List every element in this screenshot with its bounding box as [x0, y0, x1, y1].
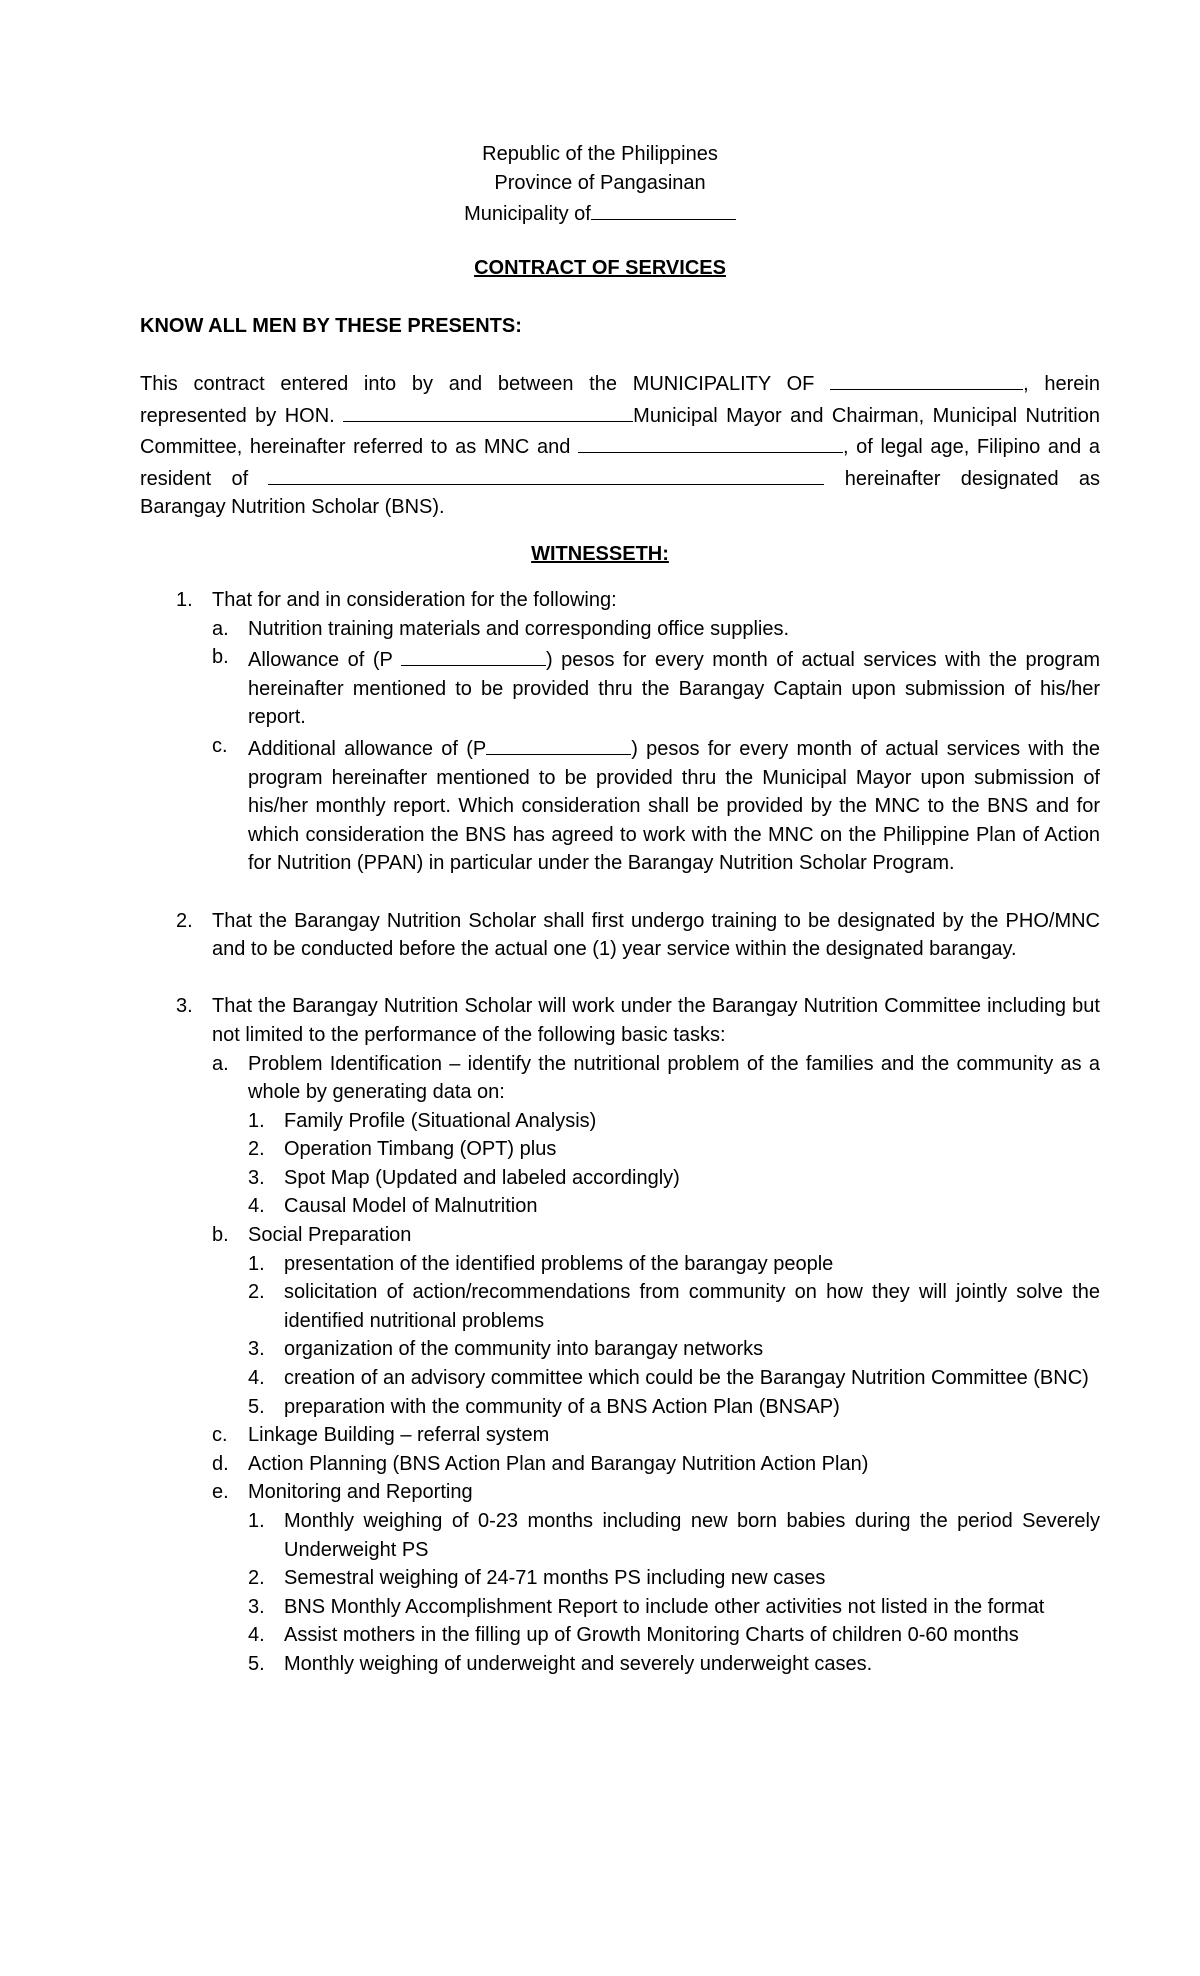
task-item [140, 1621, 1100, 1650]
task-item [140, 1593, 1100, 1622]
sub-letter: a. [212, 1052, 229, 1075]
task-text: Semestral weighing of 24-71 months PS including new cases [284, 1567, 826, 1590]
task-number: 4. [248, 1367, 265, 1390]
clause-2 [140, 907, 1100, 964]
spacer [140, 964, 1100, 993]
intro-part-5: hereinafter designated as Barangay Nutrition Scholar (BNS). [140, 467, 1101, 519]
task-item [140, 1164, 1100, 1193]
task-number: 1. [248, 1252, 265, 1275]
allowance-post: ) pesos for every month of actual services with the program hereinafter mentioned to be provided thru the Barangay Captain upon submission of his/her report. [248, 649, 1100, 729]
task-text: Spot Map (Updated and labeled accordingly) [284, 1166, 680, 1189]
clause-1-b [140, 643, 1100, 732]
intro-part-3: Municipal Mayor and Chairman, Municipal Nutrition Committee, hereinafter referred to as MNC and [140, 404, 1100, 459]
clause-3-e [140, 1478, 1100, 1507]
sub-text: Action Planning (BNS Action Plan and Barangay Nutrition Action Plan) [248, 1452, 869, 1475]
clause-3-b [140, 1221, 1100, 1250]
task-text: presentation of the identified problems of the barangay people [284, 1252, 834, 1275]
municipality-name-blank[interactable] [830, 367, 1023, 390]
task-item [140, 1393, 1100, 1422]
task-item [140, 1278, 1100, 1335]
clause-number: 1. [176, 589, 193, 611]
sub-letter: a. [212, 617, 229, 640]
task-text: preparation with the community of a BNS Action Plan (BNSAP) [284, 1395, 840, 1418]
clause-3-a [140, 1050, 1100, 1107]
document-title: CONTRACT OF SERVICES [474, 257, 726, 279]
witnesseth-heading: WITNESSETH: [531, 543, 669, 565]
intro-part-2: , herein represented by HON. [140, 373, 1101, 427]
clause-1 [140, 586, 1100, 615]
clause-1-c [140, 732, 1100, 878]
sub-letter: b. [212, 1224, 229, 1247]
intro-part-1: This contract entered into by and between the MUNICIPALITY OF [140, 373, 815, 395]
task-number: 5. [248, 1652, 265, 1675]
task-text: BNS Monthly Accomplishment Report to include other activities not listed in the format [284, 1595, 1045, 1618]
task-text: Monthly weighing of underweight and severely underweight cases. [284, 1652, 873, 1675]
task-item [140, 1364, 1100, 1393]
task-item [140, 1107, 1100, 1136]
task-number: 3. [248, 1595, 265, 1618]
clause-1-a [140, 615, 1100, 644]
task-number: 2. [248, 1567, 265, 1590]
task-number: 2. [248, 1281, 265, 1304]
intro-part-4: , of legal age, Filipino and a resident of [140, 436, 1100, 490]
task-item [140, 1135, 1100, 1164]
clause-number: 3. [176, 995, 193, 1018]
sub-letter: c. [212, 734, 228, 757]
task-item [140, 1650, 1100, 1679]
spacer [140, 878, 1100, 907]
clause-3 [140, 992, 1100, 1049]
header-republic: Republic of the Philippines [482, 143, 718, 165]
sub-text: Social Preparation [248, 1224, 412, 1247]
residence-blank[interactable] [268, 462, 824, 485]
header-municipality [0, 197, 1200, 226]
sub-text [248, 643, 1100, 732]
contract-body [140, 586, 1100, 1679]
clause-text: That the Barangay Nutrition Scholar shall first undergo training to be designated by the PHO/MNC and to be conducted before the actual one (1) year service within the designated barangay. [212, 909, 1100, 961]
task-text: Causal Model of Malnutrition [284, 1195, 538, 1218]
task-number: 1. [248, 1109, 265, 1132]
bns-name-blank[interactable] [578, 430, 843, 453]
sub-text: Monitoring and Reporting [248, 1481, 473, 1504]
header-municipality-label: Municipality of [464, 203, 591, 226]
clause-3-d [140, 1450, 1100, 1479]
allowance-pre: Allowance of (P [248, 649, 393, 672]
sub-letter: e. [212, 1481, 229, 1504]
task-number: 3. [248, 1338, 265, 1361]
task-item [140, 1507, 1100, 1564]
municipality-blank[interactable] [591, 197, 736, 220]
task-number: 3. [248, 1166, 265, 1189]
additional-allowance-blank[interactable] [486, 732, 631, 755]
task-text: Assist mothers in the filling up of Growth Monitoring Charts of children 0-60 months [284, 1624, 1019, 1647]
task-text: Monthly weighing of 0-23 months including new born babies during the period Severely Underweight PS [284, 1510, 1100, 1561]
mayor-name-blank[interactable] [343, 399, 633, 422]
task-number: 2. [248, 1138, 265, 1161]
header-province: Province of Pangasinan [494, 171, 706, 194]
sub-letter: d. [212, 1452, 229, 1475]
task-item [140, 1250, 1100, 1279]
sub-text: Linkage Building – referral system [248, 1424, 550, 1447]
task-number: 4. [248, 1195, 265, 1218]
sub-text: Problem Identification – identify the nutritional problem of the families and the community as a whole by generating data on: [248, 1052, 1100, 1104]
task-item [140, 1564, 1100, 1593]
sub-letter: b. [212, 646, 229, 669]
task-number: 5. [248, 1395, 265, 1418]
sub-text [248, 732, 1100, 878]
task-item [140, 1192, 1100, 1221]
task-text: creation of an advisory committee which could be the Barangay Nutrition Committee (BNC) [284, 1367, 1089, 1390]
clause-text: That for and in consideration for the following: [212, 589, 617, 611]
task-number: 1. [248, 1510, 265, 1532]
additional-allowance-post: ) pesos for every month of actual services with the program hereinafter mentioned to be provided thru the Municipal Mayor upon submission of his/her monthly report. Which consideration shall be provided by the MNC to the BNS and for which consideration the BNS has agreed to work with the MNC on the Philippine Plan of Action for Nutrition (PPAN) in particular under the Barangay Nutrition Scholar Program. [248, 737, 1101, 875]
additional-allowance-pre: Additional allowance of (P [248, 737, 487, 760]
task-text: organization of the community into barangay networks [284, 1338, 764, 1361]
clause-text: That the Barangay Nutrition Scholar will work under the Barangay Nutrition Committee including but not limited to the performance of the following basic tasks: [212, 995, 1100, 1046]
task-text: Family Profile (Situational Analysis) [284, 1109, 597, 1132]
clause-number: 2. [176, 909, 193, 932]
task-text: solicitation of action/recommendations from community on how they will jointly solve the identified nutritional problems [284, 1281, 1100, 1332]
task-text: Operation Timbang (OPT) plus [284, 1138, 557, 1161]
preamble: KNOW ALL MEN BY THESE PRESENTS: [140, 315, 522, 337]
document-header [0, 140, 1200, 226]
clause-3-c [140, 1421, 1100, 1450]
task-number: 4. [248, 1624, 265, 1647]
intro-paragraph [140, 367, 1100, 522]
allowance-amount-blank[interactable] [401, 643, 546, 666]
sub-text: Nutrition training materials and corresponding office supplies. [248, 617, 790, 640]
sub-letter: c. [212, 1424, 228, 1447]
task-item [140, 1335, 1100, 1364]
